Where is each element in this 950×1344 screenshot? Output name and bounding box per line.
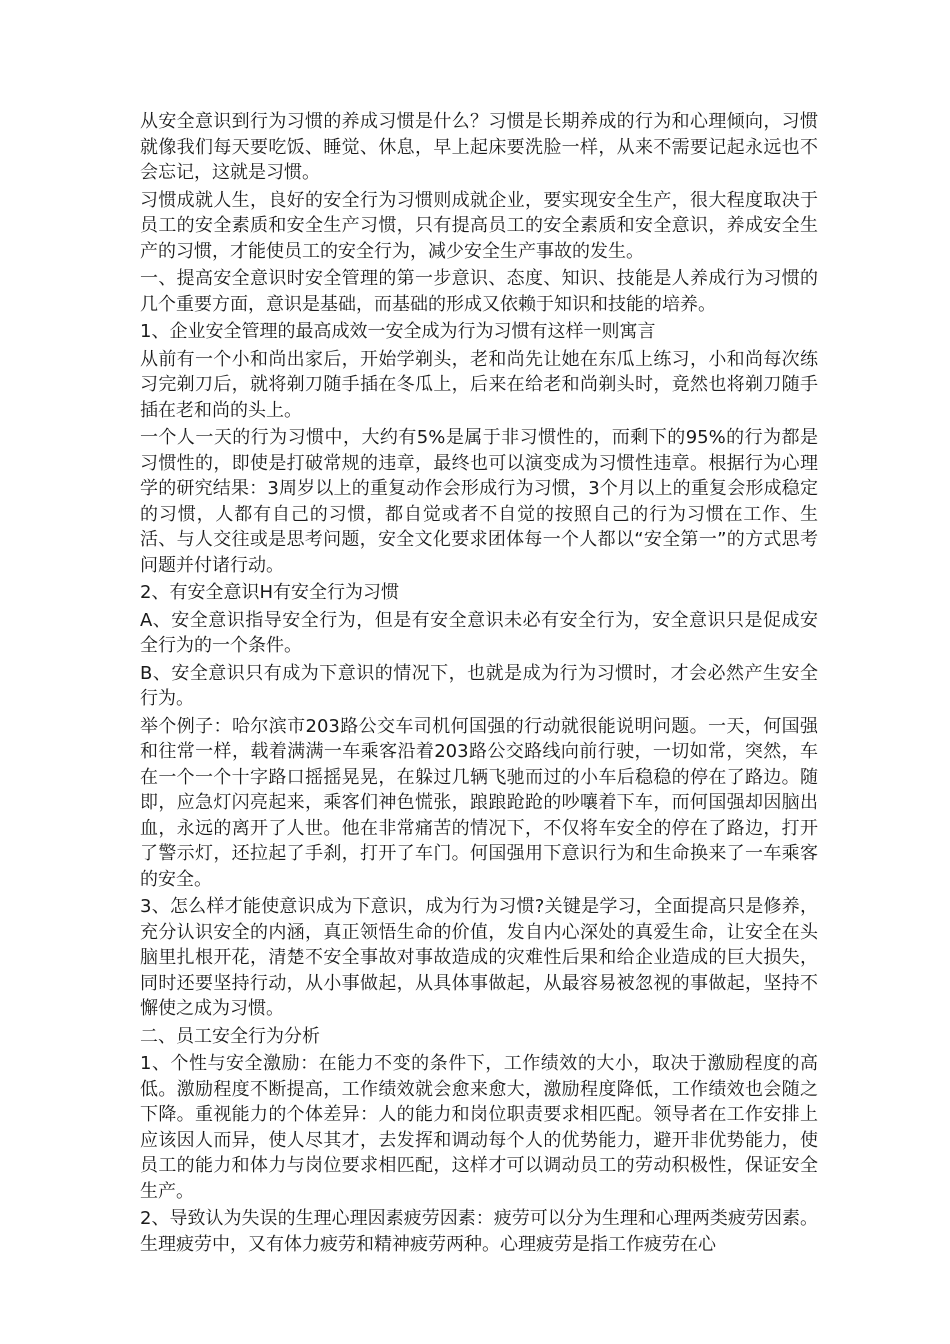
paragraph-parable: 从前有一个小和尚出家后，开始学剃头，老和尚先让她在东瓜上练习，小和尚每次练习完剃刀后，就将剃刀随手插在冬瓜上，后来在给老和尚剃头时，竟然也将剃刀随手插在老和尚的头上。 [140, 348, 818, 421]
subheading-1-2: 2、有安全意识H有安全行为习惯 [140, 582, 399, 603]
document-body [140, 109, 818, 1259]
paragraph-habit-statistics: 一个人一天的行为习惯中，大约有5%是属于非习惯性的，而剩下的95%的行为都是习惯性的，即使是打破常规的违章，最终也可以演变成为习惯性违章。根据行为心理学的研究结果：3周岁以上的重复动作会形成行为习惯，3个月以上的重复会形成稳定的习惯，人都有自己的习惯，都自觉或者不自觉的按照自己的行为习惯在工作、生活、与人交往或是思考问题，安全文化要求团体每一个人都以“安全第一”的方式思考问题并付诸行动。 [140, 427, 818, 576]
paragraph-2-1: 1、个性与安全激励：在能力不变的条件下，工作绩效的大小，取决于激励程度的高低。激励程度不断提高，工作绩效就会愈来愈大，激励程度降低，工作绩效也会随之下降。重视能力的个体差异：人的能力和岗位职责要求相匹配。领导者在工作安排上应该因人而异，使人尽其才，去发挥和调动每个人的优势能力，避开非优势能力，使员工的能力和体力与岗位要求相匹配，这样才可以调动员工的劳动积极性，保证安全生产。 [140, 1053, 818, 1202]
paragraph-habit-success: 习惯成就人生，良好的安全行为习惯则成就企业，要实现安全生产，很大程度取决于员工的安全素质和安全生产习惯，只有提高员工的安全素质和安全意识，养成安全生产的习惯，才能使员工的安全行为，减少安全生产事故的发生。 [140, 189, 818, 262]
section-heading-1: 一、提高安全意识时安全管理的第一步意识、态度、知识、技能是人养成行为习惯的几个重要方面，意识是基础，而基础的形成又依赖于知识和技能的培养。 [140, 268, 818, 315]
section-heading-2: 二、员工安全行为分析 [140, 1025, 320, 1047]
paragraph-point-a: A、安全意识指导安全行为，但是有安全意识未必有安全行为，安全意识只是促成安全行为的一个条件。 [140, 609, 818, 656]
paragraph-intro: 从安全意识到行为习惯的养成习惯是什么？习惯是长期养成的行为和心理倾向，习惯就像我们每天要吃饭、睡觉、休息，早上起床要洗脸一样，从来不需要记起永远也不会忘记，这就是习惯。 [140, 111, 818, 183]
paragraph-2-2: 2、导致认为失误的生理心理因素疲劳因素：疲劳可以分为生理和心理两类疲劳因素。生理疲劳中，又有体力疲劳和精神疲劳两种。心理疲劳是指工作疲劳在心 [140, 1208, 818, 1255]
paragraph-example: 举个例子：哈尔滨市203路公交车司机何国强的行动就很能说明问题。一天，何国强和往常一样，载着满满一车乘客沿着203路公交路线向前行驶，一切如常，突然，车在一个一个十字路口摇摇晃晃，在躲过几辆飞驰而过的小车后稳稳的停在了路边。随即，应急灯闪亮起来，乘客们神色慌张，踉踉跄跄的吵嚷着下车，而何国强却因脑出血，永远的离开了人世。他在非常痛苦的情况下，不仅将车安全的停在了路边，打开了警示灯，还拉起了手刹，打开了车门。何国强用下意识行为和生命换来了一车乘客的安全。 [140, 715, 818, 890]
paragraph-point-b: B、安全意识只有成为下意识的情况下，也就是成为行为习惯时，才会必然产生安全行为。 [140, 662, 818, 709]
subheading-1-1: 1、企业安全管理的最高成效一安全成为行为习惯有这样一则寓言 [140, 321, 656, 342]
subheading-1-3: 3、怎么样才能使意识成为下意识，成为行为习惯?关键是学习，全面提高只是修养，充分认识安全的内涵，真正领悟生命的价值，发自内心深处的真爱生命，让安全在头脑里扎根开花，清楚不安全事故对事故造成的灾难性后果和给企业造成的巨大损失，同时还要坚持行动，从小事做起，从具体事做起，从最容易被忽视的事做起，坚持不懈使之成为习惯。 [140, 896, 818, 1019]
